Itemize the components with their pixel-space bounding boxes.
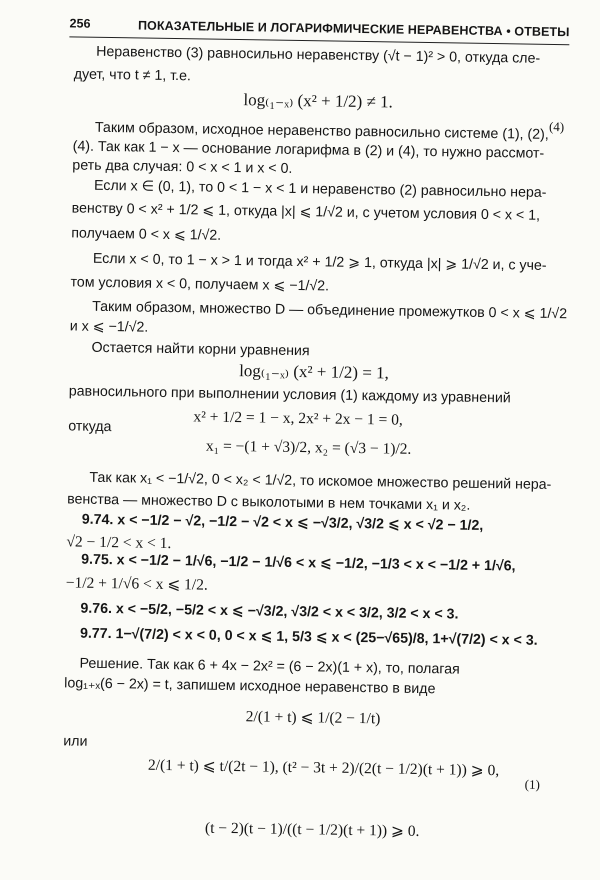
formula-01: log₍₁₋ₓ₎ (x² + 1/2) ≠ 1. [243,90,394,112]
answer-976-text: 9.76. x < −5/2, −5/2 < x ⩽ −√3/2, √3/2 < x < 3/2, 3/2 < x < 3. [80,600,459,623]
line-08: получаем 0 < x ⩽ 1/√2. [71,225,222,244]
answer-974 [82,513,484,534]
line-15: откуда [68,418,112,436]
line-05: реть два случая: 0 < x < 1 и x < 0. [72,157,293,177]
answer-975-cont: −1/2 + 1/√6 < x ⩽ 1/2. [65,574,208,594]
answer-974-text: 9.74. x < −1/2 − √2, −1/2 − √2 < x ⩽ −√3/2, √3/2 ⩽ x < √2 − 1/2, [81,511,484,534]
line-03: Таким образом, исходное неравенство равносильно системе (1), (2), [94,119,549,143]
answer-976 [80,602,458,622]
page-header [69,12,569,45]
answer-975-text: 9.75. x < −1/2 − 1/√6, −1/2 − 1/√6 < x ⩽ −1/2, −1/3 < x < −1/2 + 1/√6, [81,551,516,575]
formula-02: log₍₁₋ₓ₎ (x² + 1/2) = 1, [239,361,390,383]
line-17: венства — множество D с выколотыми в нем точками x₁ и x₂. [67,491,471,514]
line-19: log₁₊ₓ(6 − 2x) = t, запишем исходное неравенство в виде [64,675,436,698]
eq-number-4: (4) [548,118,565,135]
line-09: Если x < 0, то 1 − x > 1 и тогда x² + 1/2 ⩾ 1, откуда |x| ⩾ 1/√2 и, с уче- [92,250,547,274]
page-number: 256 [69,16,91,31]
line-11: Таким образом, множество D — объединение промежутков 0 < x ⩽ 1/√2 [92,298,568,323]
line-18: Решение. Так как 6 + 4x − 2x² = (6 − 2x)(1 + x), то, полагая [79,655,460,678]
answer-977 [80,627,538,648]
formula-07: (t − 2)(t − 1)/((t − 1/2)(t + 1)) ⩾ 0. [204,819,420,840]
line-20: или [63,733,88,750]
line-14: равносильного при выполнении условия (1) каждому из уравнений [68,383,511,407]
formula-03: x² + 1/2 = 1 − x, 2x² + 2x − 1 = 0, [193,408,403,429]
line-06: Если x ∈ (0, 1), то 0 < 1 − x < 1 и неравенство (2) равносильно нера- [93,177,547,201]
formula-05: 2/(1 + t) ⩽ 1/(2 − 1/t) [245,708,381,728]
formula-06: 2/(1 + t) ⩽ t/(2t − 1), (t² − 3t + 2)/(2(t − 1/2)(t + 1)) ⩾ 0, [147,756,500,780]
answer-975 [81,553,516,574]
answer-974-cont: √2 − 1/2 < x < 1. [66,533,172,553]
running-title: ПОКАЗАТЕЛЬНЫЕ И ЛОГАРИФМИЧЕСКИЕ НЕРАВЕНСТВА • ОТВЕТЫ [137,18,570,40]
line-07: венству 0 < x² + 1/2 ⩽ 1, откуда |x| ⩽ 1/√2 и, с учетом условия 0 < x < 1, [71,200,541,224]
eq-number-1: (1) [524,776,540,792]
line-10: том условия x < 0, получаем x ⩽ −1/√2. [70,274,330,295]
answer-977-text: 9.77. 1−√(7/2) < x < 0, 0 < x ⩽ 1, 5/3 ⩽ x < (25−√65)/8, 1+√(7/2) < x < 3. [79,625,538,649]
line-12: и x ⩽ −1/√2. [69,318,149,336]
line-01: Неравенство (3) равносильно неравенству (√t − 1)² > 0, откуда сле- [96,43,541,67]
line-16: Так как x₁ < −1/√2, 0 < x₂ < 1/√2, то искомое множество решений нера- [89,469,552,494]
line-04: (4). Так как 1 − x — основание логарифма в (2) и (4), то нужно рассмот- [72,138,545,162]
line-02: дует, что t ≠ 1, т.е. [73,66,192,85]
line-13: Остается найти корни уравнения [91,339,310,360]
formula-04: x₁ = −(1 + √3)/2, x₂ = (√3 − 1)/2. [205,437,412,458]
